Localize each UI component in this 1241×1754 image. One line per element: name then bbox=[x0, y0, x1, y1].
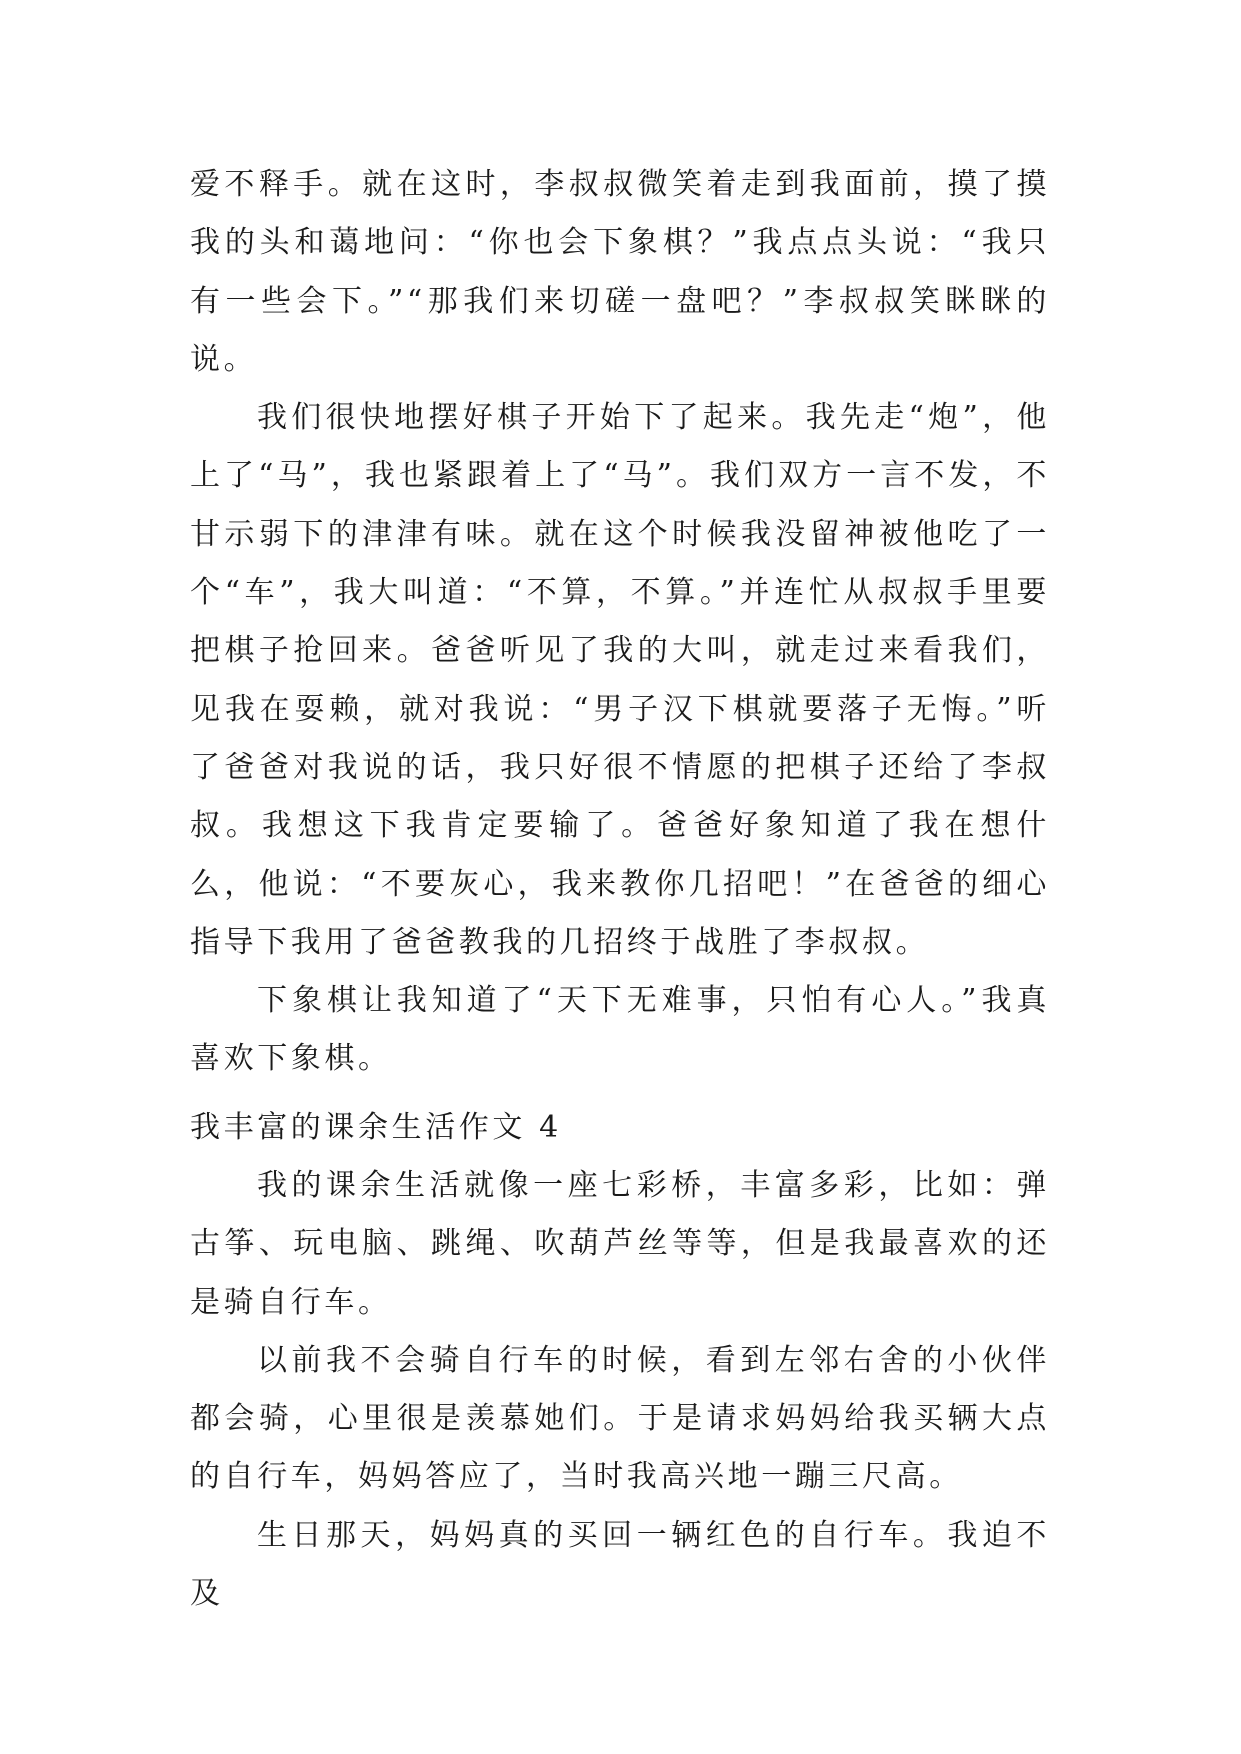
paragraph-chess-conclusion: 下象棋让我知道了“天下无难事，只怕有心人。”我真喜欢下象棋。 bbox=[190, 983, 1050, 1077]
section-heading: 我丰富的课余生活作文 4 bbox=[190, 1110, 562, 1145]
paragraph-bike-wish: 以前我不会骑自行车的时候，看到左邻右舍的小伙伴都会骑，心里很是羡慕她们。于是请求妈妈给我买辆大点的自行车，妈妈答应了，当时我高兴地一蹦三尺高。 bbox=[190, 1342, 1050, 1495]
article-body-upper bbox=[190, 156, 1050, 1089]
paragraph-after-school-life: 我的课余生活就像一座七彩桥，丰富多彩，比如：弹古筝、玩电脑、跳绳、吹葫芦丝等等，但是我最喜欢的还是骑自行车。 bbox=[190, 1168, 1050, 1320]
paragraph-chess-game: 我们很快地摆好棋子开始下了起来。我先走“炮”，他上了“马”，我也紧跟着上了“马”。我们双方一言不发，不甘示弱下的津津有味。就在这个时候我没留神被他吃了一个“车”，我大叫道：“不算，不算。”并连忙从叔叔手里要把棋子抢回来。爸爸听见了我的大叫，就走过来看我们，见我在耍赖，就对我说：“男子汉下棋就要落子无悔。”听了爸爸对我说的话，我只好很不情愿的把棋子还给了李叔叔。我想这下我肯定要输了。爸爸好象知道了我在想什么，他说：“不要灰心，我来教你几招吧！”在爸爸的细心指导下我用了爸爸教我的几招终于战胜了李叔叔。 bbox=[190, 400, 1050, 960]
article-body-lower bbox=[190, 1157, 1050, 1623]
paragraph-continuation: 爱不释手。就在这时，李叔叔微笑着走到我面前，摸了摸我的头和蔼地问：“你也会下象棋？”我点点头说：“我只有一些会下。”“那我们来切磋一盘吧？”李叔叔笑眯眯的说。 bbox=[190, 167, 1050, 377]
paragraph-birthday: 生日那天，妈妈真的买回一辆红色的自行车。我迫不及 bbox=[190, 1517, 1050, 1612]
